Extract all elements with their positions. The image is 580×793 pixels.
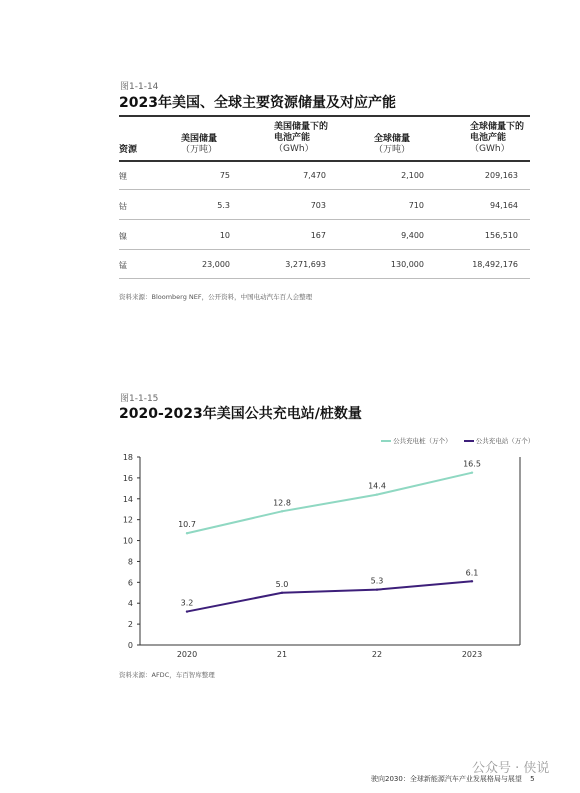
cell-resource: 钴 [119, 202, 127, 211]
header-us-reserve: 美国储量 （万吨） [180, 134, 217, 155]
page-number: 5 [530, 775, 535, 783]
cell: 2,100 [401, 171, 424, 180]
data-point [471, 471, 473, 473]
data-label: 16.5 [463, 459, 481, 469]
cell-resource: 镍 [119, 232, 127, 241]
cell: 167 [310, 231, 326, 240]
data-label: 14.4 [368, 481, 386, 491]
y-tick-label: 8 [127, 557, 133, 567]
source-note-2: 资料来源：AFDC，车百智库整理 [119, 671, 215, 679]
y-tick-label: 10 [122, 536, 133, 546]
data-point [281, 510, 283, 512]
series-line-1 [187, 581, 472, 611]
figure-title-2: 2020-2023年美国公共充电站/桩数量 [119, 406, 362, 422]
data-point [281, 592, 283, 594]
cell-resource: 锰 [119, 261, 127, 270]
y-tick-label: 16 [122, 473, 133, 483]
cell: 18,492,176 [472, 260, 518, 269]
cell: 3,271,693 [285, 260, 326, 269]
y-tick-label: 2 [127, 620, 133, 630]
y-tick-label: 6 [127, 578, 133, 588]
cell: 130,000 [390, 260, 424, 269]
data-label: 6.1 [465, 568, 479, 578]
data-point [186, 610, 188, 612]
watermark: 公众号 · 侠说 [472, 761, 550, 776]
y-tick-label: 4 [127, 599, 133, 609]
x-tick-label: 2023 [461, 650, 483, 659]
y-tick-label: 0 [127, 641, 133, 650]
cell: 10 [219, 231, 230, 240]
figure-label-1: 图1-1-14 [120, 82, 159, 92]
header-global-reserve: 全球储量 （万吨） [373, 134, 410, 155]
data-label: 10.7 [178, 520, 196, 530]
cell: 209,163 [484, 171, 518, 180]
cell: 703 [310, 201, 326, 210]
data-point [186, 532, 188, 534]
cell: 7,470 [303, 171, 326, 180]
series-line-0 [187, 473, 472, 534]
cell: 5.3 [217, 201, 230, 210]
y-tick-label: 18 [122, 453, 133, 462]
cell: 9,400 [401, 231, 424, 240]
legend-label-stations: 公共充电站（万个） [475, 437, 535, 445]
data-label: 12.8 [273, 498, 291, 508]
header-resource: 资源 [119, 145, 138, 155]
cell-resource: 锂 [119, 172, 127, 181]
legend-label-piles: 公共充电桩（万个） [393, 437, 452, 445]
figure-title-1: 2023年美国、全球主要资源储量及对应产能 [119, 95, 396, 111]
data-label: 3.2 [180, 598, 194, 608]
data-point [471, 580, 473, 582]
footer-text: 驶向2030：全球新能源汽车产业发展格局与展望 [371, 775, 522, 783]
figure-label-2: 图1-1-15 [120, 394, 159, 404]
y-tick-label: 12 [122, 515, 133, 525]
data-point [376, 588, 378, 590]
x-tick-label: 21 [276, 650, 288, 659]
data-label: 5.0 [275, 579, 289, 589]
header-global-capacity: 全球储量下的 电池产能 （GWh） [470, 122, 525, 154]
source-note-1: 资料来源：Bloomberg NEF，公开资料，中国电动汽车百人会整理 [119, 293, 313, 301]
cell: 23,000 [202, 260, 230, 269]
header-us-capacity: 美国储量下的 电池产能 （GWh） [274, 122, 329, 154]
x-tick-label: 22 [371, 650, 383, 659]
cell: 94,164 [490, 201, 518, 210]
x-tick-label: 2020 [176, 650, 198, 659]
cell: 156,510 [484, 231, 518, 240]
y-tick-label: 14 [122, 494, 133, 504]
data-label: 5.3 [370, 576, 384, 586]
cell: 710 [408, 201, 424, 210]
data-point [376, 493, 378, 495]
cell: 75 [219, 171, 230, 180]
